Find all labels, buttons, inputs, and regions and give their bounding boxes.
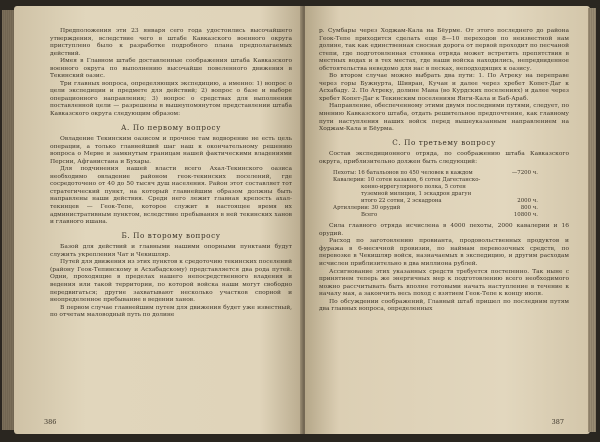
paragraph: Имея в Главном штабе доставленные соображения штаба Кавказского военного округа по выполнению высочайше повеленного движения в Текинский оазис. — [50, 58, 292, 80]
table-row: конно-иррегулярного полка, 5 сотен — [361, 184, 466, 191]
section-heading-c: С. По третьему вопросу — [392, 137, 496, 147]
section-heading-a: А. По первому вопросу — [121, 122, 221, 132]
page-number-right: 387 — [551, 418, 564, 426]
paragraph: Базой для действий и главными нашими опорными пунктами будут служить укрепления Чат и Чекишляр. — [50, 244, 292, 258]
table-row: Пехоты: 16 батальонов по 450 человек в каждом —7200 ч. — [333, 170, 538, 177]
left-page-text — [50, 28, 292, 320]
paragraph: Овладение Текинским оазисом и прочное там водворение не есть цель операции, а только главнейший шаг наш к окончательному решению вопроса о Мерве и замкнутым границам нашей фактическими владениями Персии, Афганистана и Бухары. — [50, 136, 292, 165]
paragraph: Расход по заготовлению провианта, продовольственных продуктов и фуража в 6-месячной провизии, по наймам перевозочных средств, по перевозке в Чекишляр войск, назначаемых в экспедицию, и другим расходам исчислен приблизительно в два миллиона рублей. — [319, 238, 569, 268]
paragraph: Во втором случае можно выбрать два пути: 1. По Атреку на переправе через горы Бужнурта, Шивран, Кучан и далее через хребет Копет-Даг к Асхабаду. 2. По Атреку, долине Мана (во Курдских поселениях) и далее через хребет Копет-Даг к Текинским поселениям Янги-Кала и Баб-Араб. — [319, 73, 569, 102]
table-row: туземной милиции, 1 эскадрон драгун — [361, 191, 472, 198]
left-page-stack-edge — [2, 10, 14, 430]
table-row: Артиллерии: 30 орудий 800 ч. — [333, 205, 538, 212]
troop-table — [333, 170, 538, 219]
paragraph: Предположения эти 23 января сего года удостоились высочайшего утверждения, вследствие чего в штабе Кавказского военного округа приступлено было к разработке подробного плана предполагаемых действий. — [50, 28, 292, 57]
paragraph: Три главных вопроса, определяющих экспедицию, а именно: 1) вопрос о цели экспедиции и предмете для действий; 2) вопрос о базе и выборе операционного направления; 3) вопрос о средствах для выполнения поставленной цели — разрешены в вышеупомянутом представлении штаба Кавказского округа следующим образом: — [50, 80, 292, 118]
paragraph: р. Сумбары через Ходжам-Кала на Бёурме. От этого последнего до района Геок-Тепе приходится сделать еще 8—10 переходов по неизвестной нам долине, так как единственная сносная дорога от первой проходит по песчаной степи, где подготовленная стоянка отряда может встретить препятствия в местных водах и в тех местах, где наши войска находились, непредвиденное обстоятельства неведомо для нас в песках, неподходящих к оазису. — [319, 28, 569, 72]
paragraph: По обсуждении соображений, Главный штаб пришел по последним путям два главных вопроса, определенных — [319, 298, 569, 313]
right-page — [305, 6, 590, 434]
table-row: Кавалерии: 10 сотен казаков, 6 сотен Дагестанско- — [333, 177, 481, 184]
table-row: итого 22 сотни, 2 эскадрона 2000 ч. — [361, 198, 538, 205]
paragraph: В первом случае главнейшим путем для движения будет уже известный, по отчетам маловодный путь по долине — [50, 304, 292, 319]
paragraph: Для подчинения нашей власти всего Ахал-Текинского оазиса необходимо овладение районом геок-текинских поселений, где сосредоточено от 40 до 50 тысяч душ населения. Район этот составляет тот стратегический пункт, на который главнейшим образом должны быть направлены наши действия. Среди него лежит главная крепость ахал-текинцев — Геок-Тепе, которое служит в настоящее время их административным пунктом, вследствие пребывания в ней текинских ханов и главного ишана. — [50, 166, 292, 226]
left-page — [14, 6, 303, 434]
page-number-left: 386 — [44, 418, 57, 426]
right-page-text — [319, 28, 569, 314]
paragraph: Состав экспедиционного отряда, по соображению штаба Кавказского округа, приблизительно должен быть следующий: — [319, 151, 569, 165]
paragraph: Путей для движения из этих пунктов к средоточию текинских поселений (району Геок-Тепинскому и Асхабадскому) представляется два рода путей. Одни, проходящие в пределах нашего непосредственного владения и ведения или такой территории, по которой войска наши могут свободно передвигаться; другие захватывают несколько участков спорной и неопределенное пребывание в ведении ханов. — [50, 259, 292, 304]
section-heading-b: Б. По второму вопросу — [121, 230, 221, 240]
paragraph: Ассигнование этих указанных средств требуется постепенно. Так ныне с принятием теперь же энергичных мер к подготовлению всего необходимого можно рассчитывать быть вполне готовыми начать наступление в течение к началу мая, а закончить весь поход с взятием Геок-Тепе к концу июля. — [319, 268, 569, 298]
paragraph: Направление, обеспеченному этими двумя последними путями, следует, по мнению Кавказского штаба, отдать решительное предпочтение, как главному пути наступления наших войск перед вышеуказанным направлением на Ходжам-Кала и Бёурма. — [319, 103, 569, 133]
right-page-stack-edge — [588, 8, 596, 432]
paragraph: Сила главного отряда исчислена в 4000 пехоты, 2000 кавалерии и 16 орудий. — [319, 223, 569, 237]
table-row: Всего 10800 ч. — [361, 212, 538, 219]
